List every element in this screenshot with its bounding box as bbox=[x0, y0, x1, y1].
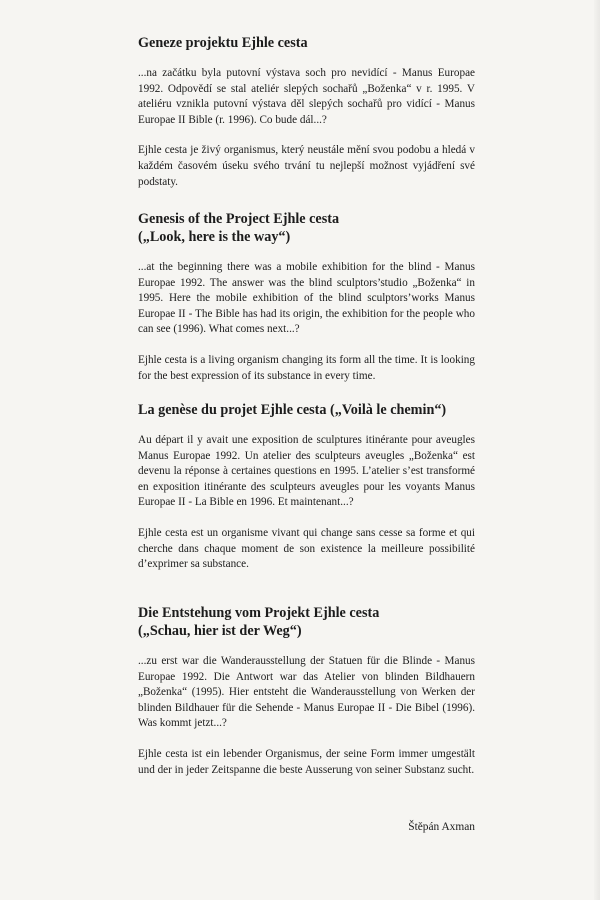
section-title-line: Geneze projektu Ejhle cesta bbox=[138, 35, 308, 51]
section-title bbox=[138, 34, 475, 52]
section-czech bbox=[138, 34, 475, 190]
section-paragraph: ...zu erst war die Wanderausstellung der Statuen für die Blinde - Manus Europae 1992. Die Antwort war das Atelier von blinden Bildhauern „Boženka“ (1995). Hier entsteht die Wanderausstellung von Werken der blinden Bildhauer für die Sehende - Manus Europae II - Die Bibel (1996). Was kommt jetzt...? bbox=[138, 655, 475, 730]
section-title-line: Die Entstehung vom Projekt Ejhle cesta bbox=[138, 605, 380, 621]
section-paragraph: Ejhle cesta est un organisme vivant qui change sans cesse sa forme et qui cherche dans chaque moment de son existence la meilleure possibilité d’exprimer sa substance. bbox=[138, 526, 475, 571]
section-title-line: La genèse du projet Ejhle cesta („Voilà le chemin“) bbox=[138, 402, 447, 418]
section-paragraph: Au départ il y avait une exposition de sculptures itinérante pour aveugles Manus Europae 1992. Un atelier des sculpteurs aveugles „Boženka“ est devenu la réponse à certaines questions en 1995. L’atelier s’est transformé en exposition itinérante des sculpteurs aveugles pour les voyants Manus Europae II - La Bible en 1996. Et maintenant...? bbox=[138, 434, 475, 509]
section-title bbox=[138, 401, 475, 419]
section-paragraph: Ejhle cesta ist ein lebender Organismus, der seine Form immer umgestält und der in jeder Zeitspanne die beste Ausserung von seiner Substanz sucht. bbox=[138, 747, 475, 776]
section-paragraph: Ejhle cesta is a living organism changing its form all the time. It is looking for the best expression of its substance in every time. bbox=[138, 353, 475, 382]
author-signature: Štěpán Axman bbox=[408, 821, 475, 833]
section-paragraph: ...na začátku byla putovní výstava soch pro nevidící - Manus Europae 1992. Odpovědí se stal ateliér slepých sochařů „Boženka“ v r. 1995. V ateliéru vznikla putovní výstava děl slepých sochařů pro vidící - Manus Europae II Bible (r. 1996). Co bude dál...? bbox=[138, 67, 475, 126]
page-edge bbox=[594, 0, 600, 900]
section-german bbox=[138, 604, 475, 778]
section-title bbox=[138, 210, 475, 246]
section-title-line: („Schau, hier ist der Weg“) bbox=[138, 623, 302, 639]
section-paragraph: Ejhle cesta je živý organismus, který neustále mění svou podobu a hledá v každém časovém úseku svého trvání tu nejlepší možnost vyjádření své podstaty. bbox=[138, 144, 475, 188]
section-french bbox=[138, 401, 475, 573]
section-title-line: Genesis of the Project Ejhle cesta bbox=[138, 211, 340, 227]
section-title-line: („Look, here is the way“) bbox=[138, 229, 291, 245]
section-title bbox=[138, 604, 475, 640]
section-english bbox=[138, 210, 475, 384]
section-paragraph: ...at the beginning there was a mobile exhibition for the blind - Manus Europae 1992. The answer was the blind sculptors’studio „Boženka“ in 1995. Here the mobile exhibition of the blind sculptors’works Manus Europae II - The Bible has had its origin, the exhibition for the people who can see (1996). What comes next...? bbox=[138, 261, 475, 336]
